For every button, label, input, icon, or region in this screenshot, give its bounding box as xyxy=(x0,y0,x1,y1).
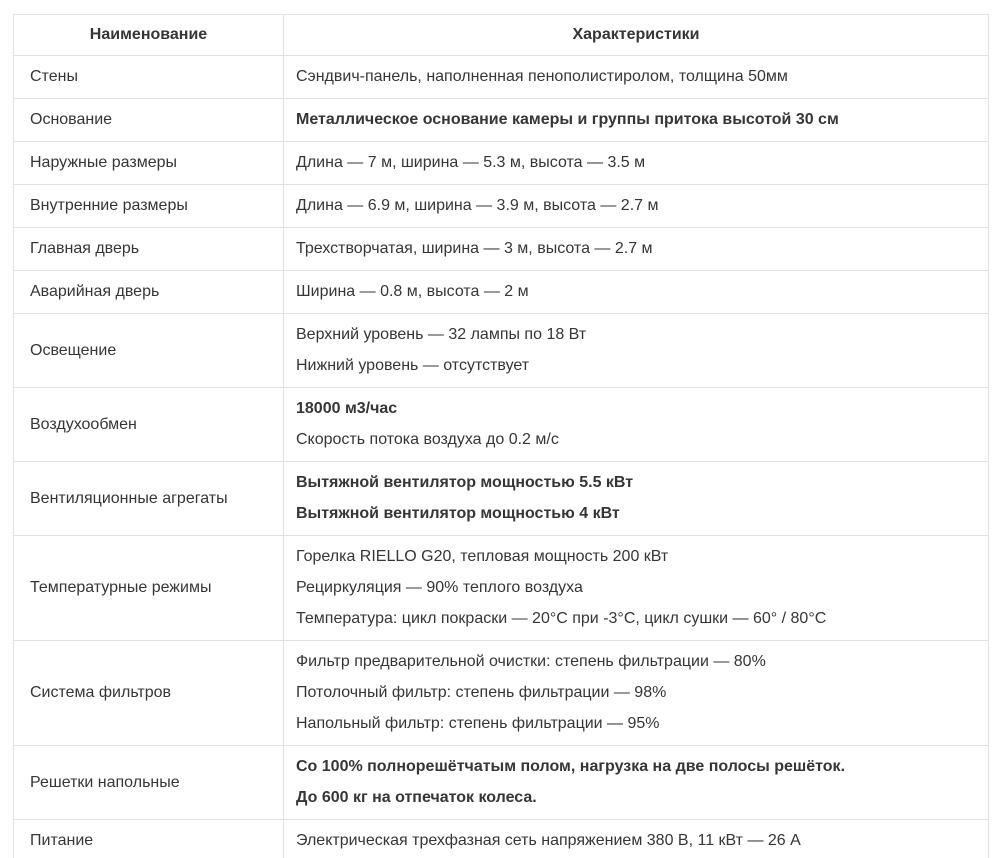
table-row xyxy=(14,746,989,820)
row-characteristics xyxy=(284,641,989,746)
table-row xyxy=(14,314,989,388)
table-row xyxy=(14,142,989,185)
row-name: Питание xyxy=(14,820,284,858)
row-characteristics xyxy=(284,185,989,228)
table-row xyxy=(14,228,989,271)
row-characteristics xyxy=(284,228,989,271)
table-row xyxy=(14,99,989,142)
row-name: Решетки напольные xyxy=(14,746,284,820)
table-row xyxy=(14,388,989,462)
spec-line: Металлическое основание камеры и группы притока высотой 30 см xyxy=(296,111,839,128)
spec-line: Фильтр предварительной очистки: степень фильтрации — 80% xyxy=(296,653,766,670)
spec-line: Со 100% полнорешётчатым полом, нагрузка на две полосы решёток. xyxy=(296,758,846,775)
table-row xyxy=(14,185,989,228)
spec-line: Рециркуляция — 90% теплого воздуха xyxy=(296,579,583,596)
row-characteristics xyxy=(284,388,989,462)
row-characteristics xyxy=(284,142,989,185)
row-name: Наружные размеры xyxy=(14,142,284,185)
table-body xyxy=(14,56,989,858)
table-row xyxy=(14,641,989,746)
row-characteristics xyxy=(284,820,989,858)
row-name: Освещение xyxy=(14,314,284,388)
row-name: Внутренние размеры xyxy=(14,185,284,228)
row-characteristics xyxy=(284,746,989,820)
spec-line: Напольный фильтр: степень фильтрации — 95% xyxy=(296,715,660,732)
spec-line: 18000 м3/час xyxy=(296,400,398,417)
spec-line: До 600 кг на отпечаток колеса. xyxy=(296,789,537,806)
row-name: Воздухообмен xyxy=(14,388,284,462)
spec-line: Длина — 7 м, ширина — 5.3 м, высота — 3.5 м xyxy=(296,154,646,171)
row-characteristics xyxy=(284,536,989,641)
spec-line: Верхний уровень — 32 лампы по 18 Вт xyxy=(296,326,587,343)
row-characteristics xyxy=(284,314,989,388)
specs-table xyxy=(13,14,989,858)
table-header xyxy=(14,15,989,56)
table-row xyxy=(14,536,989,641)
spec-line: Ширина — 0.8 м, высота — 2 м xyxy=(296,283,529,300)
row-characteristics xyxy=(284,462,989,536)
spec-line: Нижний уровень — отсутствует xyxy=(296,357,530,374)
row-characteristics xyxy=(284,271,989,314)
row-name: Аварийная дверь xyxy=(14,271,284,314)
spec-line: Трехстворчатая, ширина — 3 м, высота — 2.7 м xyxy=(296,240,653,257)
column-header-characteristics: Характеристики xyxy=(284,15,989,56)
spec-line: Электрическая трехфазная сеть напряжением 380 В, 11 кВт — 26 А xyxy=(296,832,801,849)
spec-line: Температура: цикл покраски — 20°С при -3°С, цикл сушки — 60° / 80°С xyxy=(296,610,827,627)
row-name: Основание xyxy=(14,99,284,142)
table-row xyxy=(14,820,989,858)
row-name: Стены xyxy=(14,56,284,99)
table-row xyxy=(14,271,989,314)
spec-line: Потолочный фильтр: степень фильтрации — 98% xyxy=(296,684,667,701)
spec-line: Сэндвич-панель, наполненная пенополистиролом, толщина 50мм xyxy=(296,68,788,85)
spec-line: Длина — 6.9 м, ширина — 3.9 м, высота — 2.7 м xyxy=(296,197,659,214)
spec-line: Вытяжной вентилятор мощностью 5.5 кВт xyxy=(296,474,634,491)
row-name: Температурные режимы xyxy=(14,536,284,641)
row-characteristics xyxy=(284,56,989,99)
spec-line: Вытяжной вентилятор мощностью 4 кВт xyxy=(296,505,620,522)
header-row xyxy=(14,15,989,56)
row-characteristics xyxy=(284,99,989,142)
row-name: Система фильтров xyxy=(14,641,284,746)
column-header-name: Наименование xyxy=(14,15,284,56)
row-name: Вентиляционные агрегаты xyxy=(14,462,284,536)
spec-line: Горелка RIELLO G20, тепловая мощность 200 кВт xyxy=(296,548,669,565)
table-row xyxy=(14,462,989,536)
table-row xyxy=(14,56,989,99)
spec-line: Скорость потока воздуха до 0.2 м/с xyxy=(296,431,559,448)
row-name: Главная дверь xyxy=(14,228,284,271)
